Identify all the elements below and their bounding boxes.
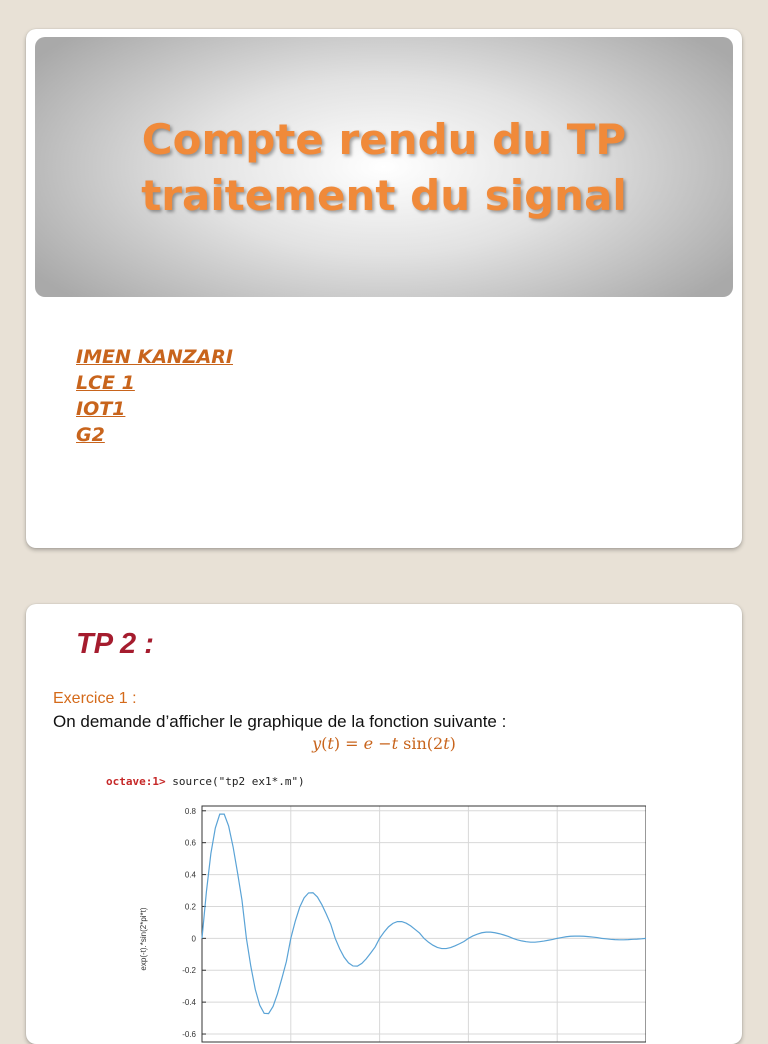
signal-plot [106,796,646,1044]
author-group: G2 [76,424,105,446]
y-tick-label: 0.8 [184,806,196,816]
title-line-1: Compte rendu du TP [141,115,627,164]
formula-t1: t [327,734,334,753]
console-prompt: octave:1> [106,775,166,788]
y-tick-label: 0.2 [184,902,196,912]
exercise-label: Exercice 1 : [53,690,137,707]
author-block [76,344,233,448]
title-slide [26,29,742,548]
y-axis-label: exp(-t).*sin(2*pi*t) [139,907,148,971]
author-program: IOT1 [76,398,126,420]
tp-heading: TP 2 : [76,628,154,660]
formula-close: ) [449,734,456,753]
formula-eq: = [340,734,364,753]
author-class: LCE 1 [76,372,135,394]
console-command: source("tp2 ex1*.m") [165,775,305,788]
octave-console [106,775,305,788]
y-tick-label: 0 [191,934,196,944]
y-tick-label: 0.6 [184,838,196,848]
formula-e: e [363,734,374,753]
exercise-description: On demande d’afficher le graphique de la fonction suivante : [53,712,507,731]
y-tick-label: -0.4 [182,998,196,1008]
formula-y: y [312,734,322,753]
signal-curve [202,814,646,1013]
y-tick-label: -0.6 [182,1030,196,1040]
formula-sin: sin(2 [398,734,444,753]
formula: y(t) = e −t sin(2t) [312,734,456,753]
formula-t3: t [443,734,450,753]
slide-title [35,112,733,224]
formula-neg: − [373,734,392,753]
title-line-2: traitement du signal [141,171,627,220]
content-slide [26,604,742,1044]
title-banner [35,37,733,297]
formula-t2: t [391,734,399,753]
y-tick-label: 0.4 [184,870,196,880]
plot-frame [202,806,646,1042]
author-name: IMEN KANZARI [76,346,233,368]
y-tick-label: -0.2 [182,966,196,976]
plot-grid [202,806,646,1042]
